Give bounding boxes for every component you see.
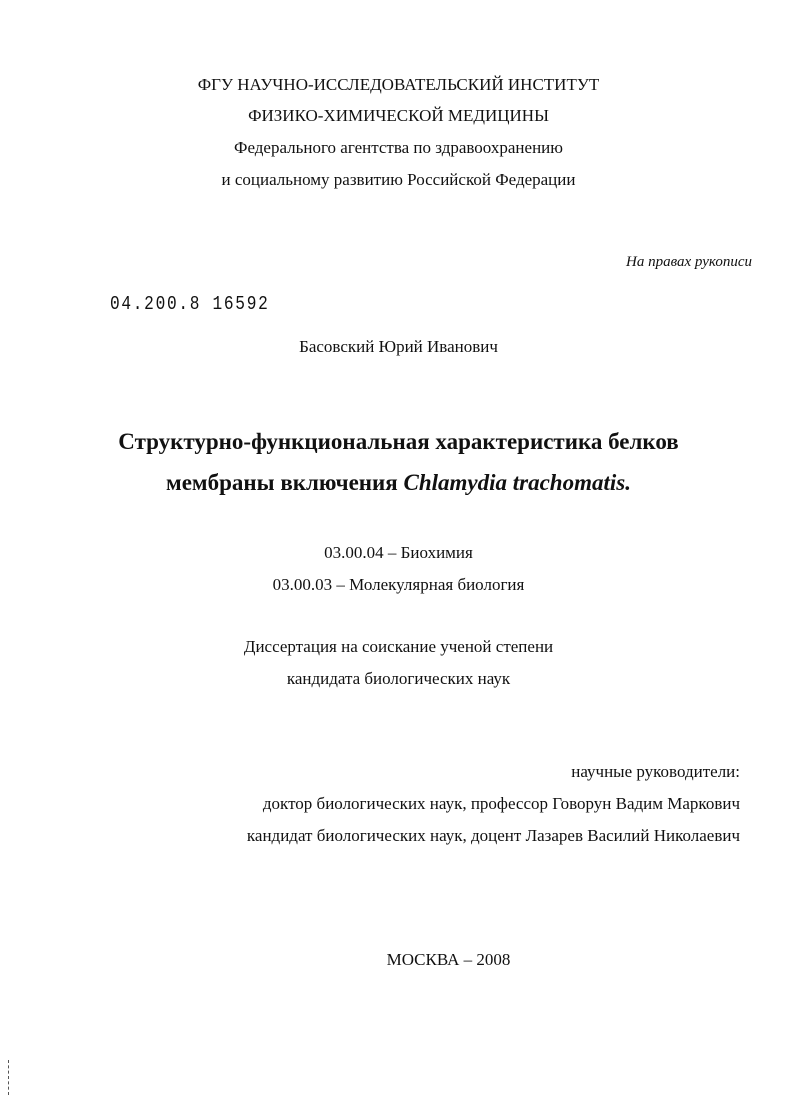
supervisors-label: научные руководители: [571, 762, 740, 781]
library-stamp: 04.200.8 16592 [110, 293, 270, 315]
degree-line-1: Диссертация на соискание ученой степени [243, 637, 554, 656]
institute-line-4: и социальному развитию Российской Федерации [221, 170, 576, 189]
institute-line-3: Федерального агентства по здравоохранению [234, 138, 563, 157]
title-line-1: Структурно-функциональная характеристика белков [118, 429, 679, 454]
scan-edge-mark [8, 1060, 10, 1095]
title-line-2 [0, 470, 797, 496]
degree-line-2: кандидата биологических наук [286, 669, 511, 688]
specialty-1: 03.00.04 – Биохимия [324, 543, 473, 562]
title-italic: Chlamydia trachomatis. [403, 470, 631, 495]
author-name: Басовский Юрий Иванович [299, 337, 498, 356]
institute-line-1: ФГУ НАУЧНО-ИССЛЕДОВАТЕЛЬСКИЙ ИНСТИТУТ [197, 75, 600, 94]
title-plain: мембраны включения [166, 470, 404, 495]
supervisor-2: кандидат биологических наук, доцент Лазарев Василий Николаевич [246, 826, 740, 845]
specialty-2: 03.00.03 – Молекулярная биология [272, 575, 525, 594]
city-year: МОСКВА – 2008 [386, 950, 511, 969]
supervisor-1: доктор биологических наук, профессор Говорун Вадим Маркович [262, 794, 740, 813]
institute-line-2: ФИЗИКО-ХИМИЧЕСКОЙ МЕДИЦИНЫ [248, 106, 549, 125]
manuscript-note: На правах рукописи [626, 254, 752, 270]
